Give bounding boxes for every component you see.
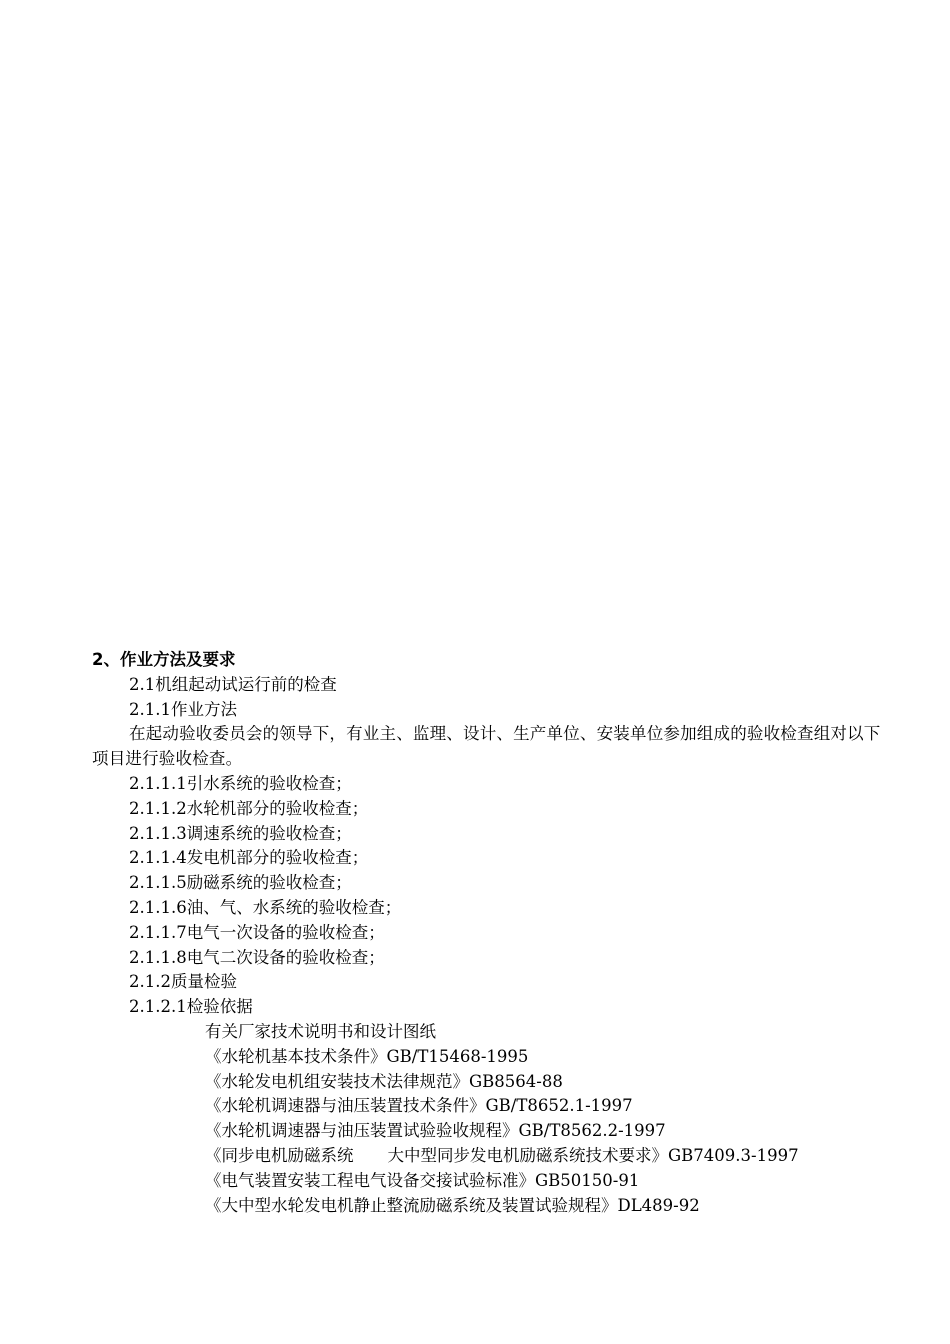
standard-reference-part: 大中型同步发电机励磁系统技术要求》GB7409.3-1997: [387, 1145, 799, 1165]
body-paragraph: 在起动验收委员会的领导下，有业主、监理、设计、生产单位、安装单位参加组成的验收检查组对以下项目进行验收检查。: [92, 724, 881, 769]
standard-reference: [92, 1144, 892, 1169]
standard-reference: 《水轮机基本技术条件》GB/T15468-1995: [205, 1046, 529, 1066]
list-item: 2.1.1.2水轮机部分的验收检查；: [129, 798, 369, 818]
list-item: 2.1.1.3调速系统的验收检查；: [129, 823, 352, 843]
list-item: 2.1.1.4发电机部分的验收检查；: [129, 848, 369, 868]
subsection-title: 2.1.1作业方法: [129, 699, 237, 719]
document-body: [92, 648, 892, 1218]
list-item: 2.1.1.8电气二次设备的验收检查；: [129, 947, 385, 967]
standard-reference: 《大中型水轮发电机静止整流励磁系统及装置试验规程》DL489-92: [205, 1195, 700, 1215]
standard-reference: 《水轮机调速器与油压装置试验验收规程》GB/T8562.2-1997: [205, 1121, 666, 1141]
list-item: 2.1.1.1引水系统的验收检查；: [129, 773, 352, 793]
standard-reference-part: 《同步电机励磁系统: [205, 1145, 354, 1165]
list-item: 2.1.1.7电气一次设备的验收检查；: [129, 922, 385, 942]
list-item: 2.1.1.6油、气、水系统的验收检查；: [129, 897, 402, 917]
subsection-title: 2.1.2.1检验依据: [129, 997, 253, 1017]
subsection-title: 2.1.2质量检验: [129, 972, 237, 992]
standard-reference: 《水轮发电机组安装技术法律规范》GB8564-88: [205, 1071, 563, 1091]
subsection-title: 2.1机组起动试运行前的检查: [129, 674, 337, 694]
standard-reference: 《水轮机调速器与油压装置技术条件》GB/T8652.1-1997: [205, 1096, 633, 1116]
standard-reference: 《电气装置安装工程电气设备交接试验标准》GB50150-91: [205, 1170, 640, 1190]
list-item: 2.1.1.5励磁系统的验收检查；: [129, 873, 352, 893]
basis-intro: 有关厂家技术说明书和设计图纸: [205, 1021, 436, 1041]
section-heading: 2、作业方法及要求: [92, 650, 236, 669]
